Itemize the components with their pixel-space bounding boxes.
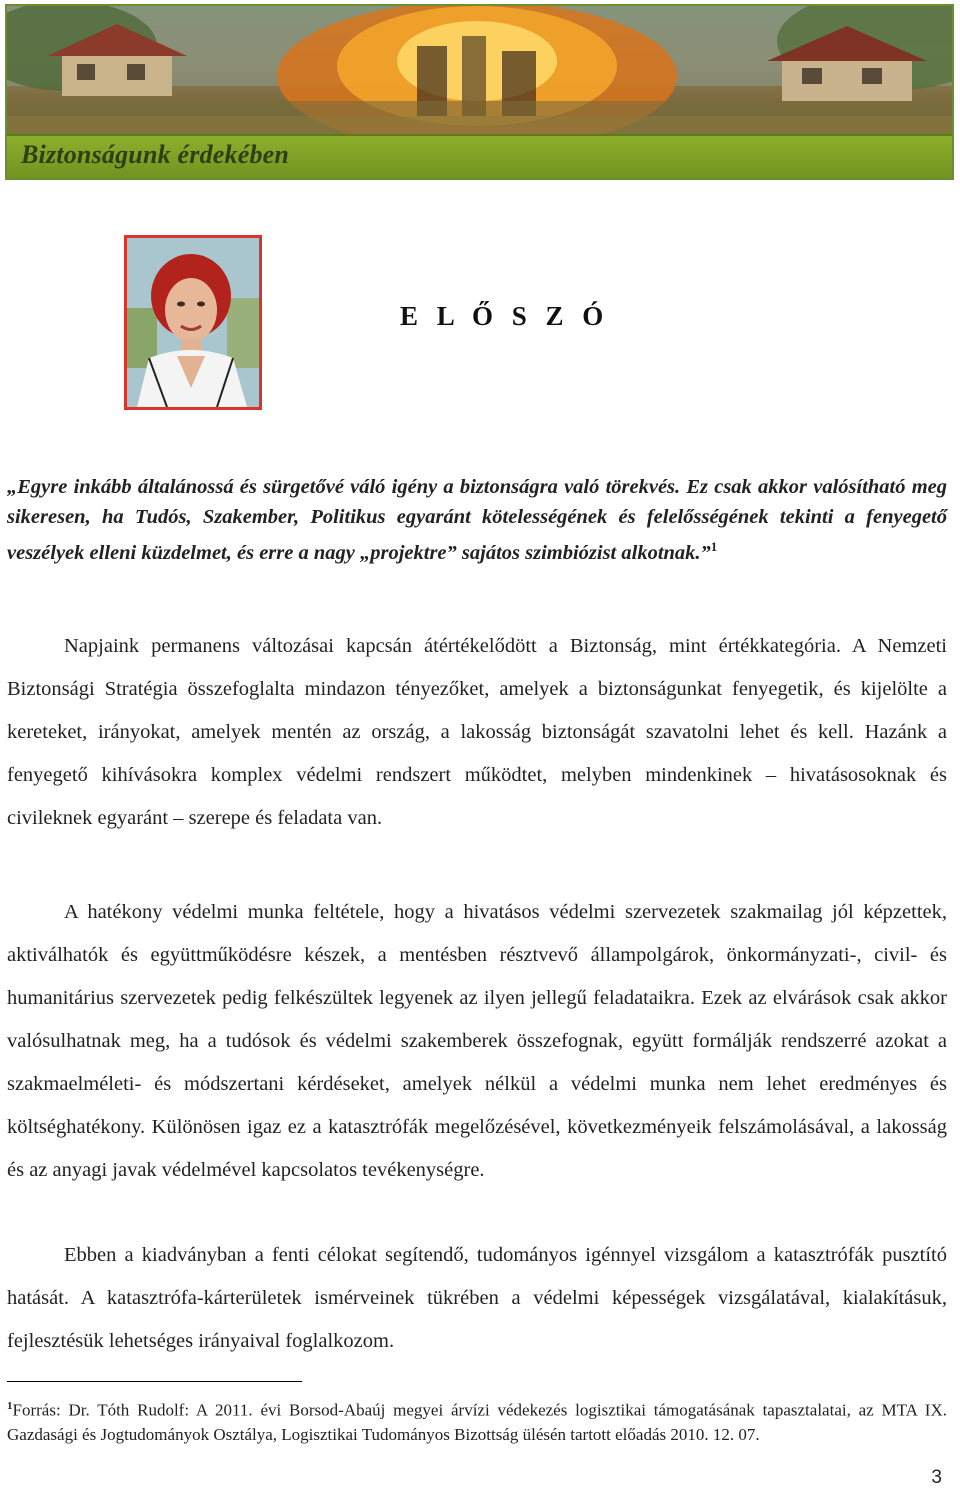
footnote-mark: 1 [7,1400,13,1412]
quote-footnote-ref: 1 [710,539,718,554]
opening-quote [7,473,947,568]
footnote-text: Forrás: Dr. Tóth Rudolf: A 2011. évi Borsod-Abaúj megyei árvízi védekezés logisztikai támogatásának tapasztalatai, az MTA IX. Gazdasági és Jogtudományok Osztálya, Logisztikai Tudományos Bizottság ülésén tartott előadás 2010. 12. 07. [7,1400,947,1444]
author-portrait [124,235,262,410]
header-banner [5,4,954,180]
portrait-illustration [127,238,259,407]
footnote [7,1394,947,1447]
page-title: E L Ő S Z Ó [400,301,610,331]
page-number: 3 [931,1467,942,1488]
paragraph-3: Ebben a kiadványban a fenti célokat segítendő, tudományos igénnyel vizsgálom a katasztrófák pusztító hatását. A katasztrófa-kárterületek ismérveinek tükrében a védelmi képességek vizsgálatával, kialakításuk, fejlesztésük lehetséges irányaival foglalkozom. [7,1244,947,1352]
quote-text: „Egyre inkább általánossá és sürgetővé váló igény a biztonságra való törekvés. Ez csak akkor valósítható meg sikeresen, ha Tudós, Szakember, Politikus egyaránt kötelességének és felelősségének tekinti a fenyegető veszélyek elleni küzdelmet, és erre a nagy „projektre” sajátos szimbiózist alkotnak.” [7,476,947,564]
banner-title: Biztonságunk érdekében [21,140,290,169]
footnote-separator [7,1381,302,1382]
paragraph-2: A hatékony védelmi munka feltétele, hogy a hivatásos védelmi szervezetek szakmailag jól képzettek, aktiválhatók és együttműködésre készek, a mentésben résztvevő állampolgárok, önkormányzati-, civil- és humanitárius szervezetek pedig felkészültek legyenek az ilyen jellegű feladataikra. Ezek az elvárások csak akkor valósulhatnak meg, ha a tudósok és védelmi szakemberek összefognak, együtt formálják rendszerré azokat a szakmaelméleti- és módszertani kérdéseket, amelyek nélkül a védelmi munka nem lehet eredményes és költséghatékony. Különösen igaz ez a katasztrófák megelőzésével, következményeik felszámolásával, a lakosság és az anyagi javak védelmével kapcsolatos tevékenységre. [7,901,947,1181]
paragraph-1: Napjaink permanens változásai kapcsán átértékelődött a Biztonság, mint értékkategória. A Nemzeti Biztonsági Stratégia összefoglalta mindazon tényezőket, amelyek a biztonságunkat fenyegetik, és kijelölte a kereteket, irányokat, amelyek mentén az ország, a lakosság biztonságát szavatolni lehet és kell. Hazánk a fenyegető kihívásokra komplex védelmi rendszert működtet, melyben mindenkinek – hivatásosoknak és civileknek egyaránt – szerepe és feladata van. [7,635,947,829]
